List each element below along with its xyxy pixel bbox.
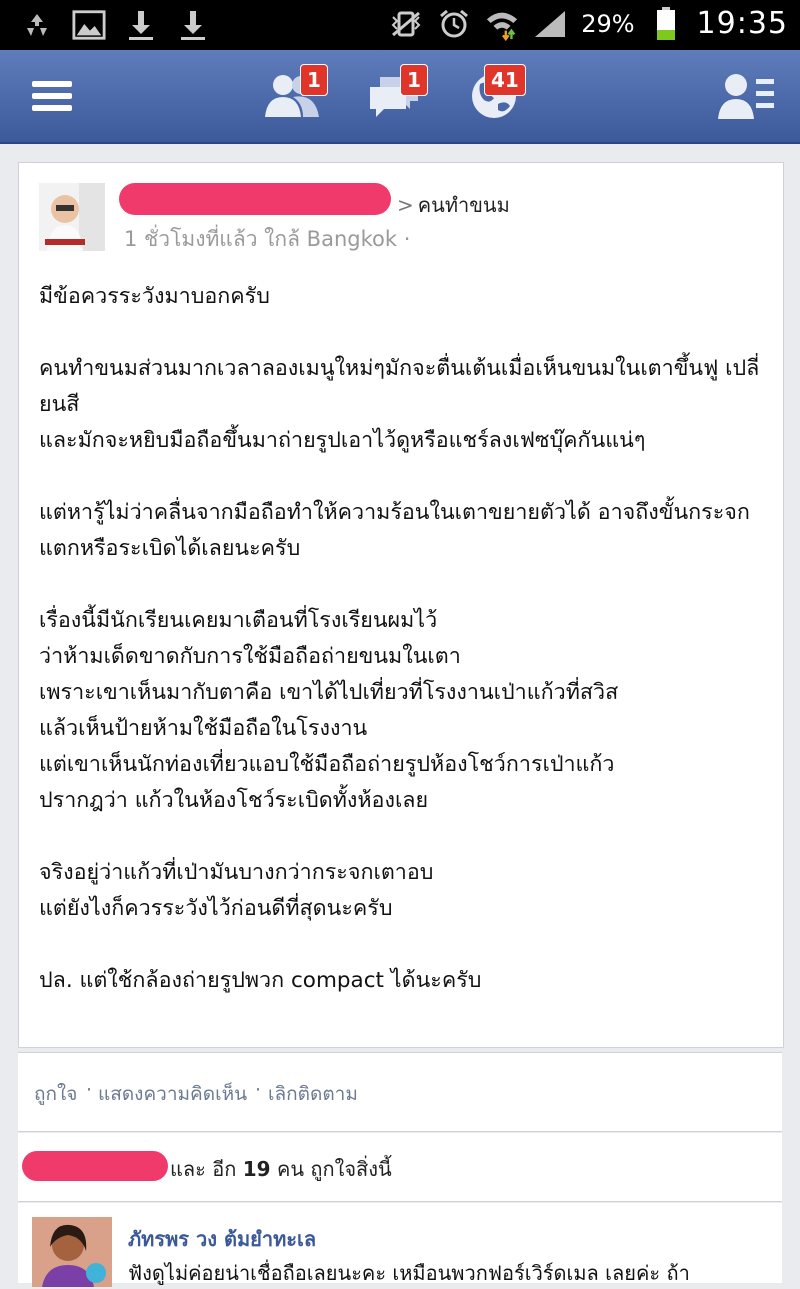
friend-requests-button[interactable]: [256, 60, 328, 132]
post-line: มีข้อควรระวังมาบอกครับ: [39, 284, 270, 309]
wifi-icon: [485, 7, 519, 41]
download-icon: [176, 8, 210, 42]
comment-text: ฟังดูไม่ค่อยน่าเชื่อถือเลยนะคะ เหมือนพวกฟอร์เวิร์ดเมล เลยค่ะ ถ้า: [128, 1261, 690, 1285]
post-line: [39, 567, 779, 603]
battery-percent: 29%: [581, 9, 635, 38]
post-line: ปรากฎว่า แก้วในห้องโชว์ระเบิดทั้งห้องเลย: [39, 788, 429, 813]
author-avatar[interactable]: [39, 183, 105, 251]
battery-icon: [649, 7, 683, 41]
post-line: เรื่องนี้มีนักเรียนเคยมาเตือนที่โรงเรียนผมไว้: [39, 608, 438, 633]
page-link[interactable]: > คนทำขนม: [397, 193, 510, 217]
post-meta: 1 ชั่วโมงที่แล้ว ใกล้ Bangkok ·: [124, 227, 411, 251]
recycle-icon: [20, 8, 54, 42]
commenter-avatar[interactable]: [32, 1217, 112, 1287]
post-line: [39, 927, 779, 963]
post-line: ปล. แต่ใช้กล้องถ่ายรูปพวก compact ได้นะครับ: [39, 968, 482, 993]
post-line: ยนสี: [39, 392, 80, 417]
likes-and: และ: [170, 1157, 206, 1181]
menu-icon: [30, 78, 74, 114]
post-line: แต่เขาเห็นนักท่องเที่ยวแอบใช้มือถือถ่ายรูปห้องโชว์การเป่าแก้ว: [39, 752, 615, 777]
likes-text: [170, 1153, 392, 1185]
separator: ·: [255, 1079, 262, 1101]
status-bar: [0, 0, 800, 50]
likes-others-prefix: อีก: [212, 1157, 237, 1181]
unfollow-link[interactable]: เลิกติดตาม: [268, 1083, 358, 1105]
like-link[interactable]: ถูกใจ: [34, 1083, 78, 1105]
image-icon: [72, 8, 106, 42]
post-line: [39, 819, 779, 855]
top-navigation-bar: [0, 50, 800, 144]
post-line: แตกหรือระเบิดได้เลยนะครับ: [39, 536, 301, 561]
signal-icon: [533, 7, 567, 41]
post-line: [39, 459, 779, 495]
comment-link[interactable]: แสดงความคิดเห็น: [98, 1083, 248, 1105]
download-icon: [124, 8, 158, 42]
post-line: คนทำขนมส่วนมากเวลาลองเมนูใหม่ๆมักจะตื่นเต้นเมื่อเห็นขนมในเตาขึ้นฟู เปลี่: [39, 356, 760, 381]
post-line: เพราะเขาเห็นมากับตาคือ เขาได้ไปเที่ยวที่โรงงานเป่าแก้วที่สวิส: [39, 680, 619, 705]
messages-button[interactable]: [358, 60, 430, 132]
post-line: แต่ยังไงก็ควรระวังไว้ก่อนดีที่สุดนะครับ: [39, 896, 393, 921]
post-line: แต่หารู้ไม่ว่าคลื่นจากมือถือทำให้ความร้อนในเตาขยายตัวได้ อาจถึงขั้นกระจก: [39, 500, 750, 525]
likes-count: 19: [242, 1157, 271, 1181]
alarm-icon: [437, 7, 471, 41]
post-line: ว่าห้ามเด็ดขาดกับการใช้มือถือถ่ายขนมในเตา: [39, 644, 461, 669]
vibrate-icon: [389, 7, 423, 41]
clock: 19:35: [696, 6, 788, 41]
comment: [18, 1203, 782, 1283]
friend-requests-badge: 1: [300, 64, 328, 96]
likes-others-suffix: คน ถูกใจสิ่งนี้: [276, 1157, 392, 1181]
commenter-name[interactable]: ภัทรพร วง ต้มยำทะเล: [128, 1227, 317, 1251]
separator: ·: [86, 1079, 93, 1101]
notifications-button[interactable]: [458, 60, 530, 132]
redacted-liker-name: [22, 1151, 168, 1181]
likes-summary[interactable]: [18, 1133, 782, 1202]
notifications-badge: 41: [484, 64, 526, 96]
post-actions: [18, 1052, 782, 1132]
post-line: จริงอยู่ว่าแก้วที่เป่ามันบางกว่ากระจกเตาอบ: [39, 860, 434, 885]
post-line: [39, 315, 779, 351]
contacts-icon: [716, 71, 776, 121]
post-card: [18, 162, 784, 1048]
menu-button[interactable]: [16, 60, 88, 132]
post-body: [39, 279, 779, 999]
post-line: แล้วเห็นป้ายห้ามใช้มือถือในโรงงาน: [39, 716, 368, 741]
post-line: และมักจะหยิบมือถือขึ้นมาถ่ายรูปเอาไว้ดูหรือแชร์ลงเฟซบุ๊คกันแน่ๆ: [39, 428, 646, 453]
messages-badge: 1: [400, 64, 428, 96]
page-name: คนทำขนม: [417, 193, 510, 217]
friends-list-button[interactable]: [710, 60, 782, 132]
redacted-author-name: [119, 183, 391, 215]
